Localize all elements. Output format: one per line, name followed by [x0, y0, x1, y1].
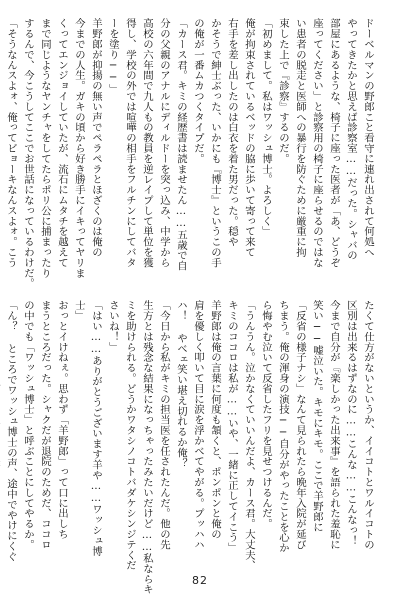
- text-line: 生方とは残念な結果になっちゃったみたいだけど……私ならキ: [141, 300, 153, 595]
- text-line: 「そうなんスよォ、俺ってビョーキなんスよォ。こう: [5, 18, 17, 268]
- text-line: 高校の六年間で九人もの教員を逆レイプして単位を獲: [141, 18, 153, 268]
- text-line: 右手を差し出したのは白衣を着た男だった。穏や: [226, 18, 238, 247]
- text-line: するんで、今こうしてここでお世話になっているわけだ。: [22, 18, 34, 289]
- text-line: ちまう。俺の渾身の演技──自分がやったことを心か: [277, 300, 289, 553]
- page-number: 82: [192, 574, 208, 587]
- text-line: 分の父親のアナルにディルドーを突っ込み、中学から: [158, 18, 170, 268]
- text-line: 俺が拘束されているベッドの脇に歩いて寄って来て: [243, 18, 255, 258]
- text-line: ーを塗り──」: [107, 18, 119, 94]
- text-line: やってきたかと思えば診察室……だった。シャバの: [345, 18, 357, 261]
- text-line: たくて仕方がないというか、イイコトとワルイコトの: [362, 300, 374, 550]
- text-line: 羊野郎は俺の言葉に何度も頷くと、ポンポンと俺の: [209, 300, 221, 540]
- text-line: 「カース君。キミの経歴書は読ませたん……五歳で自: [175, 18, 187, 271]
- text-line: 「今日から私がキミの担当医を任されたんだ。他の先: [158, 300, 170, 550]
- text-line: 肩を優しく叩いて目に涙を浮かべてやがる。プッハハ: [192, 300, 204, 550]
- text-line: 「ん？ ところでワッシュ博士の声、途中でやけにくぐ: [5, 300, 17, 562]
- text-line: くってエンジョイしていたが、流石にムタチを越えて: [56, 18, 68, 268]
- text-line: 今まで自分が『楽しかった出来事』を語られた羞恥に: [328, 300, 340, 550]
- text-line: まうところだった。シャクだが退院のためだ、ココロ: [39, 300, 51, 550]
- text-line: 今までの人生。ガキの頃から好き勝手にイキってヤリま: [73, 18, 85, 278]
- text-line: 「初めまして。私はワッシュ博士。よろしく」: [260, 18, 272, 237]
- text-line: 区別は出来るはずなのに……こんな……こんなっ！: [345, 300, 357, 546]
- text-block-top: [5, 18, 376, 289]
- text-line: 部屋にあるような、椅子に座った医者が「あ、どうぞ: [328, 18, 340, 268]
- text-line: 羊野郎が抑揚の無い声でペラペラとほざくのは俺の: [90, 18, 102, 258]
- text-line: 「反省の様子ナシ」なんて見られたら晩年入院が延び: [294, 300, 306, 550]
- text-line: ドーベルマンの野郎こと看守に連れ出されて何処へ: [362, 18, 374, 258]
- text-line: 士」: [73, 300, 85, 321]
- text-line: [0, 18, 2, 280]
- text-line: 束した上で『診察』するのだ。: [277, 18, 289, 164]
- text-line: の中でも「ワッシュ博士」と呼ぶことにしてやるか。: [22, 300, 34, 550]
- text-line: まで同じようなヤンチャをしてたらポリ公に捕まったり: [39, 18, 51, 278]
- text-line: 笑い──嘘泣いた。キモにキモ。ここで羊野郎に: [311, 300, 323, 532]
- text-line: かそうで紳士ぶった、いかにも『博士』というこの手: [209, 18, 221, 268]
- text-line: 「うんうん。泣かなくていいんだよ、カース君。大丈夫、: [243, 300, 255, 571]
- text-line: さいね！」: [107, 300, 119, 352]
- text-line: の俺が一番ムカつくタイプだ。: [192, 18, 204, 164]
- text-line: おっとイけねぇ。思わず「羊野郎」って口に出しち: [56, 300, 68, 540]
- text-line: い患者の脱走と医師への暴行を防ぐために厳重に拘: [294, 18, 306, 258]
- text-line: 得し、学校の外では喧嘩の相手をフルチンにしてバタ: [124, 18, 136, 268]
- text-line: 座ってください」と診察用の椅子に座らせるのではな: [311, 18, 323, 268]
- text-line: キミのココロは私が……いや、一緒に正してイこう」: [226, 300, 238, 553]
- text-line: ら悔やむ泣いて反省したフリを見せつけるんだ。: [260, 300, 272, 529]
- text-line: 「はい……ありがとうございます羊や……ワッシュ博: [90, 300, 102, 556]
- text-line: [0, 300, 2, 562]
- text-line: ミを助けられる。どうかワタシノコトバダケシンジテくだ: [124, 300, 136, 571]
- text-line: ハ！ やべェ笑い堪え切れるか俺？: [175, 300, 187, 468]
